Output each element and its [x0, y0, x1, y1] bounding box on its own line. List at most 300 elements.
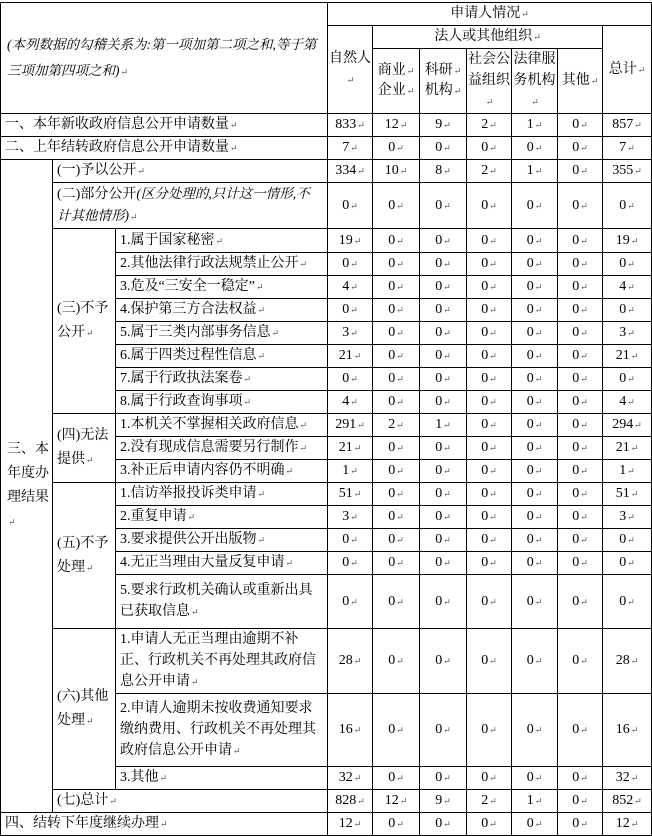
paragraph-mark-icon: ↵ [534, 443, 543, 453]
paragraph-mark-icon: ↵ [353, 773, 362, 783]
paragraph-mark-icon: ↵ [271, 328, 280, 338]
value-cell [373, 160, 420, 183]
paragraph-mark-icon: ↵ [534, 235, 543, 246]
value-text: 19 [615, 232, 630, 248]
paragraph-mark-icon: ↵ [489, 512, 497, 522]
value-text: 0 [481, 816, 489, 831]
paragraph-mark-icon: ↵ [443, 512, 451, 522]
value-text: 0 [619, 371, 627, 386]
paragraph-mark-icon: ↵ [580, 512, 588, 522]
value-text: 0 [388, 232, 396, 248]
value-text: 0 [572, 325, 580, 340]
paragraph-mark-icon: ↵ [86, 716, 94, 726]
paragraph-mark-icon: ↵ [350, 374, 358, 384]
paragraph-mark-icon: ↵ [443, 305, 451, 315]
paragraph-mark-icon: ↵ [396, 305, 404, 315]
value-cell [558, 160, 603, 183]
value-cell [467, 345, 512, 368]
value-text: 1 [342, 463, 350, 478]
paragraph-mark-icon: ↵ [8, 517, 16, 527]
paragraph-mark-icon: ↵ [137, 166, 145, 176]
value-cell [603, 276, 652, 299]
value-text: 16 [338, 722, 353, 737]
paragraph-mark-icon: ↵ [489, 120, 497, 130]
paragraph-mark-icon: ↵ [534, 420, 543, 430]
value-text: 0 [342, 302, 350, 317]
paragraph-mark-icon: ↵ [257, 489, 266, 499]
paragraph-mark-icon: ↵ [627, 596, 635, 607]
value-text: 0 [572, 302, 580, 317]
value-cell [603, 368, 652, 391]
paragraph-mark-icon: ↵ [580, 166, 588, 176]
paragraph-mark-icon: ↵ [353, 725, 362, 735]
value-text: 0 [572, 509, 580, 524]
value-text: 0 [572, 232, 580, 248]
paragraph-mark-icon: ↵ [443, 351, 451, 361]
header-research-line2: 机构↵ [424, 83, 462, 98]
paragraph-mark-icon: ↵ [580, 773, 588, 783]
value-text: 32 [338, 770, 353, 785]
value-cell [558, 437, 603, 460]
value-cell [467, 694, 512, 767]
paragraph-mark-icon: ↵ [534, 351, 543, 361]
header-col-total [603, 26, 652, 114]
paragraph-mark-icon: ↵ [634, 796, 642, 806]
paragraph-mark-icon: ↵ [353, 819, 362, 829]
value-cell [420, 345, 467, 368]
paragraph-mark-icon: ↵ [130, 212, 138, 222]
paragraph-mark-icon: ↵ [406, 86, 415, 96]
value-cell [373, 437, 420, 460]
value-text: 0 [572, 279, 580, 294]
paragraph-mark-icon: ↵ [627, 328, 635, 338]
paragraph-mark-icon: ↵ [299, 259, 308, 269]
value-cell [603, 160, 652, 183]
item-confirm-reissue-text: 5.要求行政机关确认或重新出具已获取信息 [120, 583, 313, 619]
paragraph-mark-icon: ↵ [489, 374, 497, 384]
value-text: 0 [481, 197, 489, 213]
value-text: 0 [342, 371, 350, 386]
value-cell [373, 345, 420, 368]
value-cell [512, 813, 558, 836]
paragraph-mark-icon: ↵ [590, 76, 599, 86]
value-text: 12 [384, 117, 399, 132]
value-cell [603, 229, 652, 253]
value-cell [373, 114, 420, 137]
reconciliation-note [1, 3, 328, 114]
paragraph-mark-icon: ↵ [489, 397, 497, 407]
paragraph-mark-icon: ↵ [396, 466, 404, 476]
paragraph-mark-icon: ↵ [580, 558, 588, 568]
paragraph-mark-icon: ↵ [353, 235, 362, 246]
paragraph-mark-icon: ↵ [534, 259, 543, 269]
item-other [116, 767, 328, 790]
paragraph-mark-icon: ↵ [534, 166, 543, 176]
value-text: 4 [619, 279, 627, 294]
paragraph-mark-icon: ↵ [86, 328, 94, 338]
value-cell [420, 767, 467, 790]
value-text: 0 [481, 722, 489, 737]
value-text: 2 [481, 163, 489, 178]
item-overdue-no-payment [116, 694, 328, 767]
paragraph-mark-icon: ↵ [160, 819, 168, 829]
value-text: 0 [388, 593, 396, 609]
value-text: 0 [526, 722, 534, 737]
value-cell [328, 253, 373, 276]
value-text: 828 [335, 793, 357, 808]
value-text: 0 [435, 722, 443, 737]
value-text: 0 [388, 463, 396, 478]
paragraph-mark-icon: ↵ [443, 420, 451, 430]
value-cell [328, 160, 373, 183]
value-text: 0 [435, 279, 443, 294]
header-col-social-org [467, 49, 512, 114]
paragraph-mark-icon: ↵ [255, 282, 264, 292]
value-cell [420, 253, 467, 276]
paragraph-mark-icon: ↵ [580, 489, 588, 499]
value-text: 0 [388, 325, 396, 340]
value-text: 0 [572, 816, 580, 831]
paragraph-mark-icon: ↵ [534, 143, 543, 153]
paragraph-mark-icon: ↵ [489, 535, 497, 545]
value-cell [512, 391, 558, 414]
paragraph-mark-icon: ↵ [399, 120, 408, 130]
value-text: 51 [338, 486, 353, 501]
value-text: 833 [335, 117, 357, 132]
paragraph-mark-icon: ↵ [534, 819, 543, 829]
value-cell [467, 183, 512, 229]
value-cell [467, 368, 512, 391]
header-business-line1: 商业↵ [377, 63, 415, 78]
paragraph-mark-icon: ↵ [396, 558, 404, 568]
value-text: 0 [435, 593, 443, 609]
value-text: 0 [481, 232, 489, 248]
value-cell [558, 368, 603, 391]
value-text: 0 [388, 348, 396, 363]
value-cell [512, 276, 558, 299]
value-cell [373, 253, 420, 276]
value-text: 0 [572, 722, 580, 737]
value-cell [467, 160, 512, 183]
value-text: 0 [388, 279, 396, 294]
paragraph-mark-icon: ↵ [350, 558, 358, 568]
value-cell [467, 253, 512, 276]
value-text: 0 [435, 486, 443, 501]
paragraph-mark-icon: ↵ [230, 143, 238, 153]
item-process-info-text: 6.属于四类过程性信息 [120, 348, 257, 363]
value-cell [420, 391, 467, 414]
value-text: 0 [572, 394, 580, 409]
value-cell [467, 767, 512, 790]
value-cell [558, 345, 603, 368]
value-text: 0 [481, 770, 489, 785]
value-text: 21 [615, 440, 630, 455]
value-text: 0 [572, 117, 580, 132]
item-admin-inquiry [116, 391, 328, 414]
paragraph-mark-icon: ↵ [534, 596, 543, 607]
value-text: 0 [388, 140, 396, 155]
paragraph-mark-icon: ↵ [521, 9, 529, 19]
value-cell [373, 137, 420, 160]
value-text: 0 [388, 486, 396, 501]
paragraph-mark-icon: ↵ [159, 773, 168, 783]
value-text: 0 [342, 532, 350, 547]
value-cell [558, 506, 603, 529]
paragraph-mark-icon: ↵ [534, 328, 543, 338]
value-cell [328, 137, 373, 160]
paragraph-mark-icon: ↵ [443, 143, 451, 153]
value-text: 0 [526, 653, 534, 668]
value-cell [373, 529, 420, 552]
header-natural-person-label: 自然人 [329, 51, 372, 66]
value-text: 0 [526, 348, 534, 363]
value-text: 12 [615, 816, 630, 831]
value-cell [420, 414, 467, 437]
value-text: 0 [435, 555, 443, 570]
value-text: 0 [526, 816, 534, 831]
value-cell [603, 767, 652, 790]
value-cell [558, 137, 603, 160]
paragraph-mark-icon: ↵ [627, 558, 635, 568]
row-granted-text: (一)予以公开 [57, 163, 137, 178]
value-cell [558, 813, 603, 836]
paragraph-mark-icon: ↵ [191, 677, 199, 687]
value-cell [512, 345, 558, 368]
value-cell [603, 437, 652, 460]
paragraph-mark-icon: ↵ [489, 143, 497, 153]
value-text: 0 [481, 486, 489, 501]
value-cell [603, 460, 652, 483]
value-cell [603, 114, 652, 137]
paragraph-mark-icon: ↵ [630, 489, 639, 499]
paragraph-mark-icon: ↵ [285, 558, 294, 568]
value-text: 0 [481, 279, 489, 294]
paragraph-mark-icon: ↵ [580, 328, 588, 338]
paragraph-mark-icon: ↵ [534, 305, 543, 315]
paragraph-mark-icon: ↵ [350, 305, 358, 315]
value-text: 0 [619, 532, 627, 547]
value-cell [467, 529, 512, 552]
paragraph-mark-icon: ↵ [443, 397, 451, 407]
paragraph-mark-icon: ↵ [257, 535, 266, 545]
value-cell [373, 575, 420, 629]
paragraph-mark-icon: ↵ [489, 328, 497, 338]
paragraph-mark-icon: ↵ [443, 725, 451, 735]
paragraph-mark-icon: ↵ [353, 443, 362, 453]
row-new-received-label [1, 114, 328, 137]
item-petition-complaint [116, 483, 328, 506]
value-text: 0 [388, 509, 396, 524]
paragraph-mark-icon: ↵ [443, 489, 451, 499]
value-text: 1 [526, 793, 534, 808]
paragraph-mark-icon: ↵ [489, 489, 497, 499]
value-cell [467, 813, 512, 836]
value-text: 0 [435, 770, 443, 785]
paragraph-mark-icon: ↵ [187, 512, 196, 522]
paragraph-mark-icon: ↵ [243, 397, 252, 407]
value-cell [558, 483, 603, 506]
value-cell [603, 694, 652, 767]
value-text: 0 [435, 302, 443, 317]
paragraph-mark-icon: ↵ [396, 596, 404, 607]
value-text: 0 [481, 417, 489, 432]
paragraph-mark-icon: ↵ [627, 282, 635, 292]
value-cell [512, 299, 558, 322]
value-cell [420, 437, 467, 460]
value-text: 0 [526, 463, 534, 478]
value-text: 0 [435, 816, 443, 831]
paragraph-mark-icon: ↵ [191, 607, 199, 617]
paragraph-mark-icon: ↵ [630, 656, 639, 666]
value-text: 0 [388, 532, 396, 547]
disclosure-requests-table [0, 2, 652, 836]
value-text: 0 [435, 256, 443, 271]
value-text: 0 [526, 371, 534, 386]
header-research-line1: 科研↵ [424, 63, 462, 78]
value-cell [373, 629, 420, 694]
value-text: 32 [615, 770, 630, 785]
item-published-materials [116, 529, 328, 552]
value-text: 0 [572, 417, 580, 432]
value-cell [512, 437, 558, 460]
paragraph-mark-icon: ↵ [350, 397, 358, 407]
value-cell [328, 483, 373, 506]
header-col-legal-service [512, 49, 558, 114]
value-cell [467, 137, 512, 160]
value-text: 28 [615, 653, 630, 668]
value-text: 2 [481, 793, 489, 808]
value-cell [558, 629, 603, 694]
group-denied-text: (三)不予公开 [57, 301, 109, 340]
value-cell [420, 229, 467, 253]
paragraph-mark-icon: ↵ [534, 200, 543, 211]
value-text: 0 [388, 816, 396, 831]
item-not-held [116, 414, 328, 437]
value-text: 0 [435, 325, 443, 340]
paragraph-mark-icon: ↵ [453, 66, 462, 76]
value-text: 334 [335, 163, 357, 178]
value-text: 0 [619, 555, 627, 570]
value-cell [558, 575, 603, 629]
item-confirm-reissue [116, 575, 328, 629]
value-cell [512, 483, 558, 506]
value-text: 0 [435, 509, 443, 524]
value-text: 0 [388, 440, 396, 455]
value-text: 0 [388, 302, 396, 317]
paragraph-mark-icon: ↵ [534, 558, 543, 568]
value-cell [420, 368, 467, 391]
value-text: 0 [572, 256, 580, 271]
paragraph-mark-icon: ↵ [534, 374, 543, 384]
paragraph-mark-icon: ↵ [634, 166, 642, 176]
value-text: 0 [481, 302, 489, 317]
value-cell [512, 629, 558, 694]
value-text: 12 [338, 816, 353, 831]
paragraph-mark-icon: ↵ [350, 596, 358, 607]
value-cell [512, 160, 558, 183]
header-legal-org-label: 法人或其他组织 [434, 29, 533, 44]
row-carried-to-next-label [1, 813, 328, 836]
value-cell [603, 790, 652, 813]
paragraph-mark-icon: ↵ [443, 282, 451, 292]
paragraph-mark-icon: ↵ [357, 420, 365, 430]
value-text: 0 [481, 371, 489, 386]
value-cell [420, 299, 467, 322]
item-mass-repeated [116, 552, 328, 575]
paragraph-mark-icon: ↵ [396, 819, 404, 829]
value-cell [558, 552, 603, 575]
value-text: 21 [338, 348, 353, 363]
header-col-business [373, 49, 420, 114]
paragraph-mark-icon: ↵ [399, 796, 408, 806]
value-cell [467, 437, 512, 460]
paragraph-mark-icon: ↵ [443, 443, 451, 453]
row-partial-text: (二)部分公开 [57, 187, 137, 202]
item-three-safety [116, 276, 328, 299]
header-col-natural-person [328, 26, 373, 114]
header-legal-service-label: 法律服务机构 [513, 52, 556, 88]
paragraph-mark-icon: ↵ [580, 259, 588, 269]
section-annual-results-text: 三、本年度办理结果 [7, 442, 49, 505]
value-text: 0 [481, 348, 489, 363]
value-cell [328, 414, 373, 437]
value-text: 51 [615, 486, 630, 501]
paragraph-mark-icon: ↵ [443, 328, 451, 338]
value-cell [328, 790, 373, 813]
value-cell [512, 114, 558, 137]
value-text: 0 [481, 140, 489, 155]
value-cell [420, 813, 467, 836]
paragraph-mark-icon: ↵ [443, 819, 451, 829]
value-text: 0 [342, 593, 350, 609]
value-cell [373, 229, 420, 253]
section-annual-results [1, 160, 53, 813]
value-text: 0 [481, 463, 489, 478]
value-cell [467, 114, 512, 137]
group-unable-label [53, 414, 116, 483]
value-text: 0 [572, 463, 580, 478]
paragraph-mark-icon: ↵ [443, 374, 451, 384]
value-text: 0 [435, 371, 443, 386]
value-cell [420, 575, 467, 629]
paragraph-mark-icon: ↵ [489, 282, 497, 292]
paragraph-mark-icon: ↵ [357, 166, 365, 176]
value-text: 0 [526, 256, 534, 271]
header-applicant-group-label: 申请人情况 [450, 6, 521, 21]
paragraph-mark-icon: ↵ [627, 200, 635, 211]
row-total-label [53, 790, 328, 813]
paragraph-mark-icon: ↵ [350, 466, 358, 476]
value-cell [328, 694, 373, 767]
value-text: 0 [572, 532, 580, 547]
paragraph-mark-icon: ↵ [534, 120, 543, 130]
value-cell [558, 414, 603, 437]
paragraph-mark-icon: ↵ [353, 351, 362, 361]
value-cell [420, 629, 467, 694]
value-text: 0 [435, 532, 443, 547]
item-three-safety-text: 3.危及“三安全一稳定” [120, 279, 255, 294]
header-social-org-label: 社会公益组织 [468, 52, 511, 88]
value-cell [420, 506, 467, 529]
value-cell [420, 460, 467, 483]
value-text: 0 [388, 722, 396, 737]
paragraph-mark-icon: ↵ [637, 64, 646, 75]
value-cell [373, 414, 420, 437]
value-text: 3 [342, 325, 350, 340]
paragraph-mark-icon: ↵ [489, 466, 497, 476]
value-text: 0 [481, 593, 489, 609]
value-cell [328, 552, 373, 575]
